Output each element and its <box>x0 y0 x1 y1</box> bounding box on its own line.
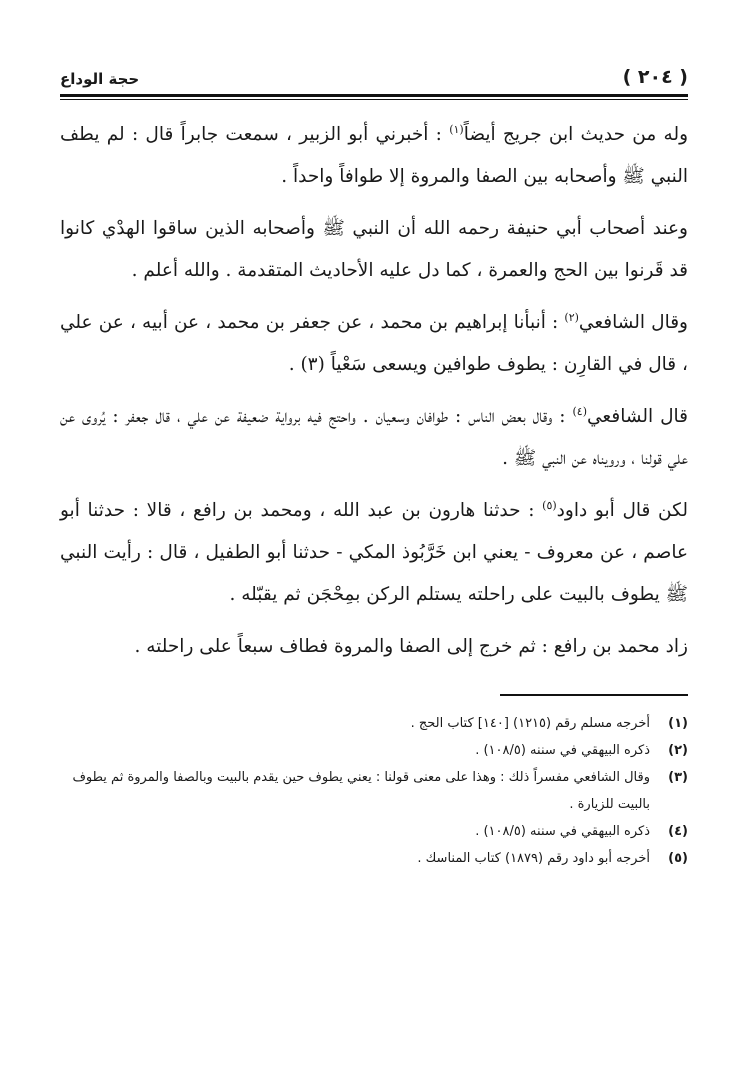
paragraph-text: لكن قال أبو داود <box>556 500 688 521</box>
footnote-number: (٣) <box>668 770 688 785</box>
footnote-separator <box>500 694 688 696</box>
footnote <box>60 818 688 845</box>
main-text <box>60 114 688 668</box>
footnote-number: (١) <box>668 716 688 731</box>
header-rule-thin <box>60 99 688 100</box>
footnote <box>60 845 688 872</box>
footnotes <box>60 710 688 872</box>
paragraph <box>60 302 688 386</box>
paragraph-text: : أخبرني أبو الزبير ، سمعت جابراً قال : لم يطف النبي ﷺ وأصحابه بين الصفا والمروة إلا طوافاً واحداً . <box>60 124 688 187</box>
running-title: حجة الوداع <box>60 70 140 88</box>
paragraph <box>60 114 688 198</box>
paragraph-text: وله من حديث ابن جريج أيضاً <box>463 124 689 145</box>
footnote-text: أخرجه أبو داود رقم (١٨٧٩) كتاب المناسك . <box>417 851 650 866</box>
footnote <box>60 764 688 818</box>
paragraph-text: : وقال بعض الناس : طوافان وسعيان . واحتج فيه برواية ضعيفة عن علي ، قال جعفر : يُروى عن علي قولنا ، ورويناه عن النبي ﷺ . <box>60 406 688 469</box>
book-page <box>60 58 688 872</box>
paragraph <box>60 208 688 292</box>
paragraph <box>60 396 688 480</box>
footnote-number: (٤) <box>668 824 688 839</box>
footnote <box>60 737 688 764</box>
page-number: ( ٢٠٤ ) <box>622 66 688 88</box>
header-rule-thick <box>60 94 688 97</box>
footnote-ref: (٢) <box>564 310 579 324</box>
paragraph-text: وقال الشافعي <box>578 312 688 333</box>
footnote <box>60 710 688 737</box>
footnote-ref: (٤) <box>572 404 588 418</box>
page-header <box>60 58 688 88</box>
paragraph-text: قال الشافعي <box>587 406 688 427</box>
footnote-ref: (١) <box>449 122 464 136</box>
footnote-text: وقال الشافعي مفسراً ذلك : وهذا على معنى قولنا : يعني يطوف حين يقدم بالبيت وبالصفا والمروة ثم يطوف بالبيت للزيارة . <box>72 770 650 812</box>
footnote-ref: (٥) <box>542 498 557 512</box>
footnote-number: (٥) <box>668 851 688 866</box>
paragraph-text: : أنبأنا إبراهيم بن محمد ، عن جعفر بن محمد ، عن أبيه ، عن علي ، قال في القارِن : يطوف طوافين ويسعى سَعْياً (٣) . <box>60 312 688 375</box>
footnote-text: ذكره البيهقي في سننه (١٠٨/٥) . <box>475 743 650 758</box>
paragraph-text: زاد محمد بن رافع : ثم خرج إلى الصفا والمروة فطاف سبعاً على راحلته . <box>134 636 688 657</box>
paragraph <box>60 490 688 616</box>
footnote-number: (٢) <box>668 743 688 758</box>
paragraph-text: وعند أصحاب أبي حنيفة رحمه الله أن النبي ﷺ وأصحابه الذين ساقوا الهدْي كانوا قد قَرنوا بين الحج والعمرة ، كما دل عليه الأحاديث المتقدمة . والله أعلم . <box>60 218 688 281</box>
footnote-text: أخرجه مسلم رقم (١٢١٥) [١٤٠] كتاب الحج . <box>410 716 650 731</box>
paragraph-text: : حدثنا هارون بن عبد الله ، ومحمد بن رافع ، قالا : حدثنا أبو عاصم ، عن معروف - يعني ابن خَرَّبُوذ المكي - حدثنا أبو الطفيل ، قال : رأيت النبي ﷺ يطوف بالبيت على راحلته يستلم الركن بمِحْجَن ثم يقبّله . <box>60 500 688 605</box>
footnote-text: ذكره البيهقي في سننه (١٠٨/٥) . <box>475 824 650 839</box>
paragraph <box>60 626 688 668</box>
